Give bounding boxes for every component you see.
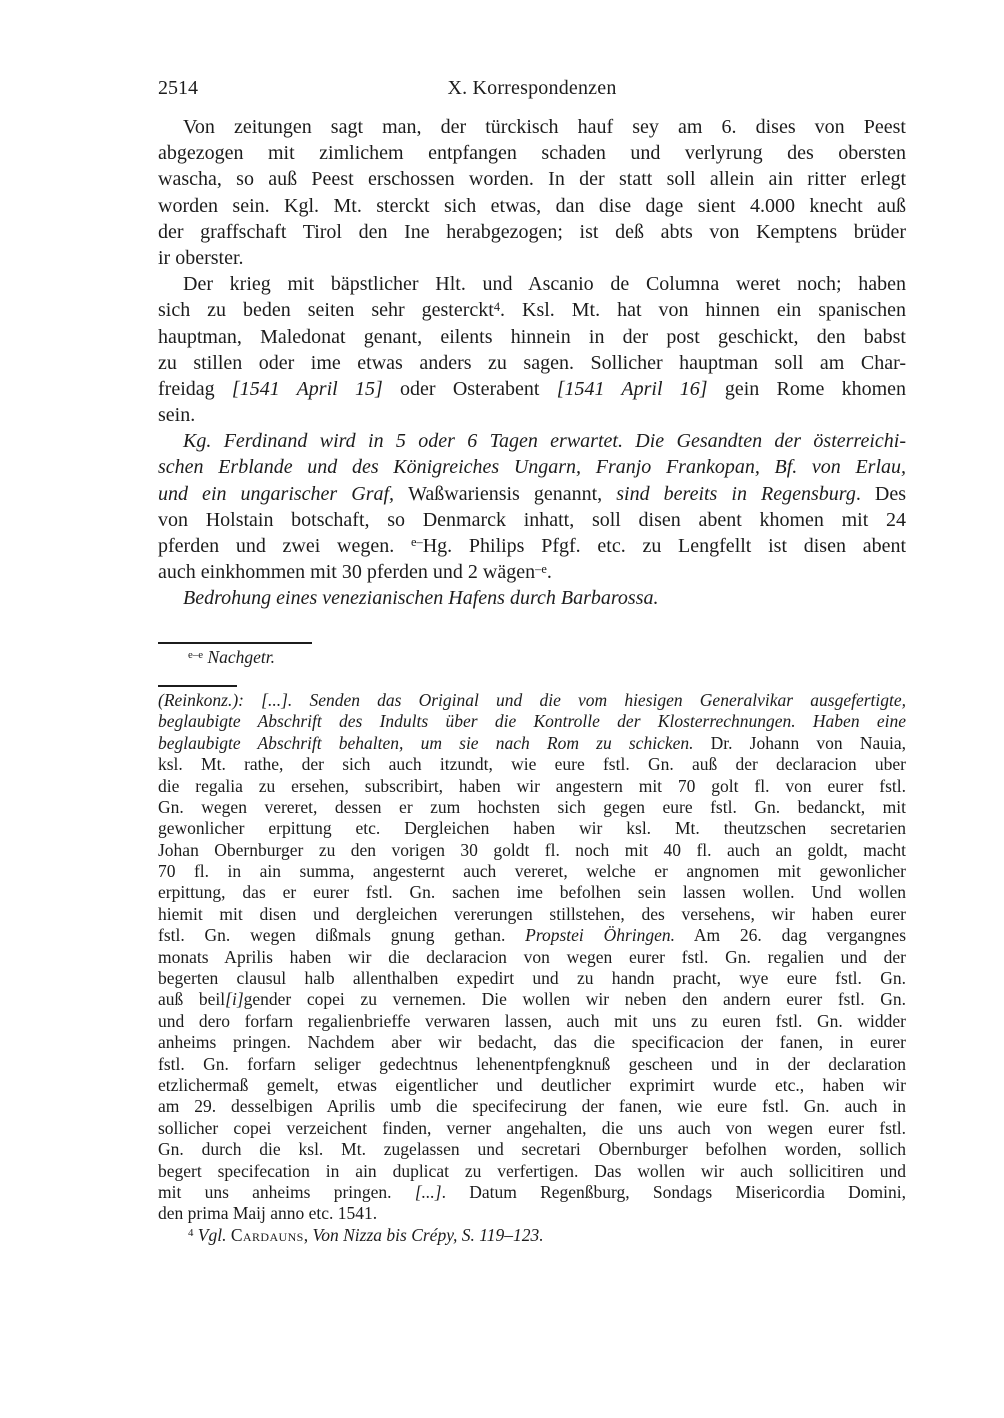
text-segment: wascha, so auß Peest erschossen worden. In der statt soll allein ain ritter erlegt — [158, 168, 906, 191]
text-segment: Nachgetr. — [207, 646, 276, 667]
page-number: 2514 — [158, 77, 198, 99]
text-line — [158, 324, 906, 350]
text-segment: . Ksl. Mt. hat von hinnen ein spanischen — [500, 299, 906, 322]
text-line — [158, 454, 906, 480]
text-segment: Bedrohung eines venezianischen Hafens durch Barbarossa. — [183, 587, 659, 610]
apparatus-ref-e-start: e– — [411, 535, 423, 550]
text-line — [158, 533, 906, 559]
text-segment: den prima Maij anno etc. 1541. — [158, 1203, 378, 1224]
text-line — [158, 559, 906, 585]
text-line — [158, 1182, 906, 1203]
text-segment: beglaubigte Abschrift des Indults über die Kontrolle der Klosterrechnungen. Haben eine — [158, 711, 906, 732]
text-segment: am 29. desselbigen Aprilis umb die specifecirung der fanen, wie eure fstl. Gn. auch in — [158, 1096, 906, 1117]
text-segment: (Reinkonz.): [...]. Senden das Original und die vom hiesigen Generalvikar ausgefertigte, — [158, 689, 906, 710]
paragraph-news-turks — [158, 114, 906, 271]
running-title: X. Korrespondenzen — [447, 77, 617, 99]
text-segment: worden sein. Kgl. Mt. sterckt sich etwas, dan dise dage sient 4.000 knecht auß — [158, 194, 906, 217]
text-line — [158, 114, 906, 140]
text-segment: Gn. durch die ksl. Mt. zugelassen und secretari Obernburger befolhen worden, sollich — [158, 1139, 906, 1160]
text-segment: begert specifecation in ain duplicat zu verfertigen. Das wollen wir auch sollicitiren und — [158, 1160, 906, 1181]
text-segment: Waßwariensis genannt, — [408, 482, 617, 505]
text-segment: gewonlicher erpittung etc. Dergleichen haben wir ksl. Mt. theutzschen secretarien — [158, 818, 906, 839]
text-segment: Von Nizza bis Crépy, S. 119–123. — [312, 1224, 544, 1245]
text-segment: . Datum Regenßburg, Sondags Misericordia Domini, — [441, 1181, 906, 1202]
text-line — [158, 861, 906, 882]
text-line — [158, 968, 906, 989]
text-line — [158, 1075, 906, 1096]
text-line — [158, 797, 906, 818]
text-segment: [1541 April 16] — [556, 377, 708, 400]
text-line — [158, 585, 906, 611]
text-line — [158, 376, 906, 402]
paragraph-ferdinand-envoys — [158, 428, 906, 585]
text-line — [158, 166, 906, 192]
text-segment: . — [546, 561, 552, 584]
text-segment: . Des — [855, 482, 906, 505]
text-segment: monats Aprilis haben wir die declaracion von wegen eurer fstl. Gn. regalien und der — [158, 946, 906, 967]
text-line — [158, 1139, 906, 1160]
text-line — [158, 428, 906, 454]
text-segment: die regalia zu ersehen, subscribirt, haben wir angestern mit 70 golt fl. von eurer fstl. — [158, 775, 906, 796]
text-segment: und ein ungarischer Graf, — [158, 482, 409, 505]
text-segment: ir oberster. — [158, 246, 244, 269]
text-segment: beglaubigte Abschrift behalten, um sie nach Rom zu schicken. — [158, 732, 694, 753]
apparatus-sigle-e: e–e — [188, 648, 204, 661]
text-line — [158, 245, 906, 271]
text-segment: abgezogen mit zimlichem entpfangen schaden und verlyrung des obersten — [158, 142, 906, 165]
text-segment: Am 26. dag vergangnes — [675, 925, 906, 946]
text-segment: Propstei Öhringen. — [525, 925, 676, 946]
text-line — [158, 1225, 906, 1246]
text-segment: auß beil — [158, 989, 226, 1010]
text-line — [158, 711, 906, 732]
text-line — [158, 297, 906, 323]
text-line — [158, 140, 906, 166]
text-line — [158, 1161, 906, 1182]
text-line — [158, 647, 906, 668]
paragraph-papal-war — [158, 271, 906, 428]
text-line — [158, 904, 906, 925]
footnotes-block — [158, 690, 906, 1246]
text-segment: ksl. Mt. rathe, der sich auch itzundt, wie eure fstl. Gn. auß der declaracion uber — [158, 754, 906, 775]
text-segment: begerten clausul halb allenthalben expedirt und zu handn pracht, wye eure fstl. Gn. — [158, 968, 906, 989]
footnote-separator-rule — [158, 685, 237, 687]
text-segment: schen Erblande und des Königreiches Ungarn, Franjo Frankopan, Bf. von Erlau, — [158, 456, 906, 479]
text-segment: Johan Obernburger zu den vorigen 30 goldt fl. noch mit 40 fl. auch an goldt, macht — [158, 839, 906, 860]
text-line — [158, 776, 906, 797]
text-segment: gender copei zu vernemen. Die wollen wir neben den andern eurer fstl. Gn. — [243, 989, 906, 1010]
footnote-ref-4: 4 — [493, 299, 501, 314]
text-line — [158, 219, 906, 245]
text-line — [158, 507, 906, 533]
text-segment: sind bereits in Regensburg — [616, 482, 856, 505]
text-segment: der graffschaft Tirol den Ine herabgezogen; ist deß abts von Kemptens brüder — [158, 220, 906, 243]
footnote-4 — [158, 1225, 906, 1246]
text-segment: Hg. Philips Pfgf. etc. zu Lengfellt ist disen abent — [422, 535, 906, 557]
text-line — [158, 402, 906, 428]
text-segment: Der krieg mit bäpstlicher Hlt. und Ascanio de Columna weret noch; haben — [183, 273, 906, 296]
text-line — [158, 271, 906, 297]
text-line — [158, 733, 906, 754]
text-segment: 70 fl. in ain summa, angesternt auch vereret, welche er angnomen mit gewonlicher — [158, 861, 906, 882]
text-line — [158, 1096, 906, 1117]
text-segment: , — [303, 1224, 313, 1245]
text-segment: freidag — [158, 377, 232, 400]
text-line — [158, 1054, 906, 1075]
text-line — [158, 947, 906, 968]
main-text-block — [158, 114, 906, 612]
text-segment: mit uns anheims pringen. — [158, 1181, 415, 1202]
text-segment: von Holstain botschaft, so Denmarck inhatt, soll disen abent khomen mit 24 — [158, 508, 906, 531]
text-line — [158, 1203, 906, 1224]
text-segment: sein. — [158, 404, 196, 427]
text-segment: auch einkhommen mit 30 pferden und 2 wägen — [158, 561, 536, 584]
text-line — [158, 481, 906, 507]
text-line — [158, 840, 906, 861]
text-segment: anheims pringen. Nachdem aber wir bedacht, das die specificacion der fanen, in eurer — [158, 1032, 906, 1053]
text-line — [158, 690, 906, 711]
apparatus-note-e — [158, 647, 906, 668]
text-segment: zu stillen oder ime etwas anders zu sagen. Sollicher hauptman soll am Char- — [158, 351, 906, 374]
text-segment: hiemit mit disen und dergleichen vererungen stillstehen, des versehens, wir haben eurer — [158, 903, 906, 924]
text-segment: [...] — [414, 1181, 442, 1202]
paragraph-barbarossa-regest — [158, 585, 906, 611]
text-segment: Dr. Johann von Nauia, — [693, 732, 906, 753]
text-segment: etzlichermaß gemelt, etwas eigentlicher und deutlicher exprimirt wurde etc., haben wir — [158, 1074, 906, 1095]
text-line — [158, 989, 906, 1010]
text-line — [158, 1118, 906, 1139]
text-segment: Von zeitungen sagt man, der türckisch hauf sey am 6. dises von Peest — [183, 116, 906, 138]
text-line — [158, 350, 906, 376]
text-line — [158, 925, 906, 946]
text-segment: sollicher copei verzeichent finden, verner angehalten, die uns auch von wegen eurer fstl. — [158, 1117, 906, 1138]
apparatus-block — [158, 647, 906, 668]
footnote-4-marker: 4 — [188, 1226, 194, 1239]
text-segment: fstl. Gn. wegen dißmals gnung gethan. — [158, 925, 526, 946]
text-segment: Vgl. — [197, 1224, 227, 1245]
text-segment: erpittung, das er eurer fstl. Gn. sachen ime befolhen sein lassen wollen. Und wollen — [158, 882, 906, 903]
text-line — [158, 193, 906, 219]
text-line — [158, 818, 906, 839]
text-line — [158, 1011, 906, 1032]
apparatus-ref-e-end: –e — [535, 561, 547, 576]
text-segment: Gn. wegen vereret, dessen er zum hochsten sich gegen eure fstl. Gn. bedanckt, mit — [158, 796, 906, 817]
text-segment: Kg. Ferdinand wird in 5 oder 6 Tagen erwartet. Die Gesandten der österreichi- — [183, 430, 906, 453]
text-segment: pferden und zwei wegen. — [158, 535, 411, 557]
text-line — [158, 882, 906, 903]
text-line — [158, 1032, 906, 1053]
text-segment: [1541 April 15] — [231, 377, 383, 400]
text-segment: oder Osterabent — [382, 377, 557, 400]
text-segment: hauptman, Maledonat genant, eilents hinnein in der post geschickt, den babst — [158, 325, 906, 348]
running-header — [158, 76, 906, 100]
footnote-reinkonz — [158, 690, 906, 1225]
text-segment: und dero forfarn regalienbrieffe verwaren lassen, auch mit uns zu euren fstl. Gn. widder — [158, 1010, 906, 1031]
text-line — [158, 754, 906, 775]
text-segment: fstl. Gn. forfarn seliger gedechtnus lehenentpfengknuß gescheen und in der declaration — [158, 1053, 906, 1074]
apparatus-separator-rule — [158, 642, 312, 644]
author-name-cardauns: Cardauns — [230, 1224, 304, 1245]
text-segment: gein Rome khomen — [707, 377, 906, 400]
text-segment: [i] — [225, 989, 244, 1010]
text-segment: sich zu beden seiten sehr gesterckt — [158, 299, 494, 322]
